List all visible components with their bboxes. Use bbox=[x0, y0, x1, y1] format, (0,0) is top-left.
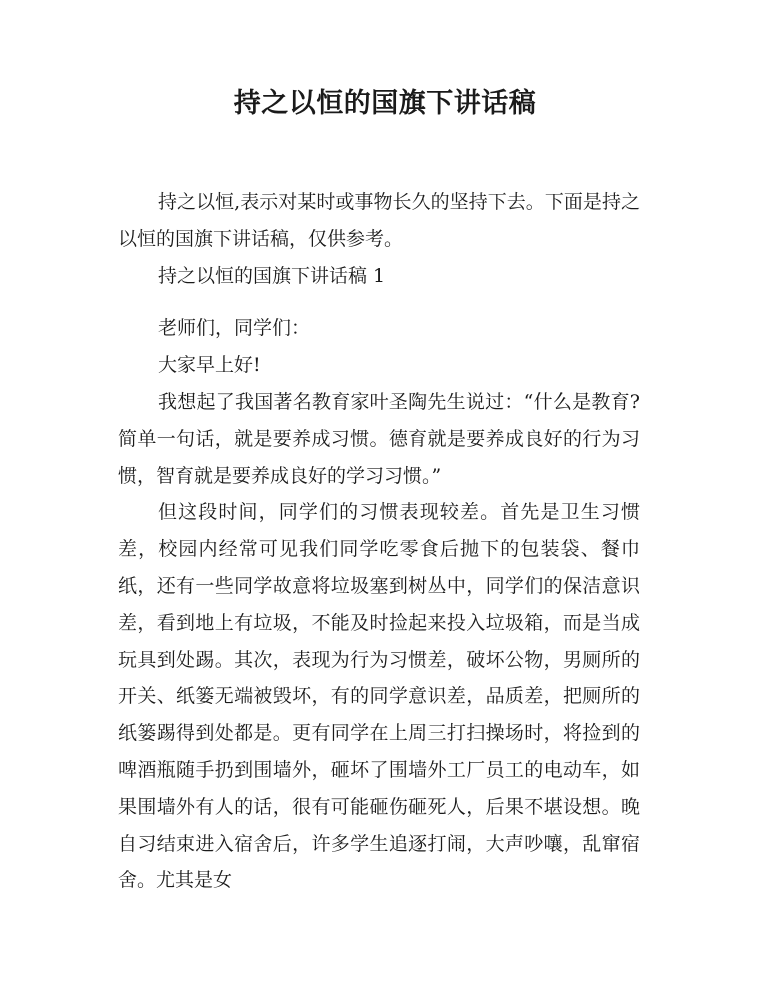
document-body bbox=[118, 184, 640, 899]
greeting: 大家早上好! bbox=[158, 354, 261, 377]
intro-paragraph: 持之以恒,表示对某时或事物长久的坚持下去。下面是持之以恒的国旗下讲话稿，仅供参考。 bbox=[118, 191, 640, 250]
document-title: 持之以恒的国旗下讲话稿 bbox=[233, 88, 537, 119]
section-spacer bbox=[118, 294, 640, 310]
body-paragraph-2: 但这段时间，同学们的习惯表现较差。首先是卫生习惯差，校园内经常可见我们同学吃零食后抛下的包装袋、餐巾纸，还有一些同学故意将垃圾塞到树丛中，同学们的保洁意识差，看到地上有垃圾，不能及时捡起来投入垃圾箱，而是当成玩具到处踢。其次，表现为行为习惯差，破坏公物，男厕所的开关、纸篓无端被毁坏，有的同学意识差，品质差，把厕所的纸篓踢得到处都是。更有同学在上周三打扫操场时，将捡到的啤酒瓶随手扔到围墙外，砸坏了围墙外工厂员工的电动车，如果围墙外有人的话，很有可能砸伤砸死人，后果不堪设想。晚自习结束进入宿舍后，许多学生追逐打闹，大声吵嚷，乱窜宿舍。尤其是女 bbox=[118, 501, 640, 892]
body-paragraph-1: 我想起了我国著名教育家叶圣陶先生说过：“什么是教育?简单一句话，就是要养成习惯。德育就是要养成良好的行为习惯，智育就是要养成良好的学习习惯。” bbox=[118, 390, 640, 487]
salutation: 老师们，同学们： bbox=[158, 317, 311, 340]
section-heading: 持之以恒的国旗下讲话稿 1 bbox=[158, 264, 386, 287]
